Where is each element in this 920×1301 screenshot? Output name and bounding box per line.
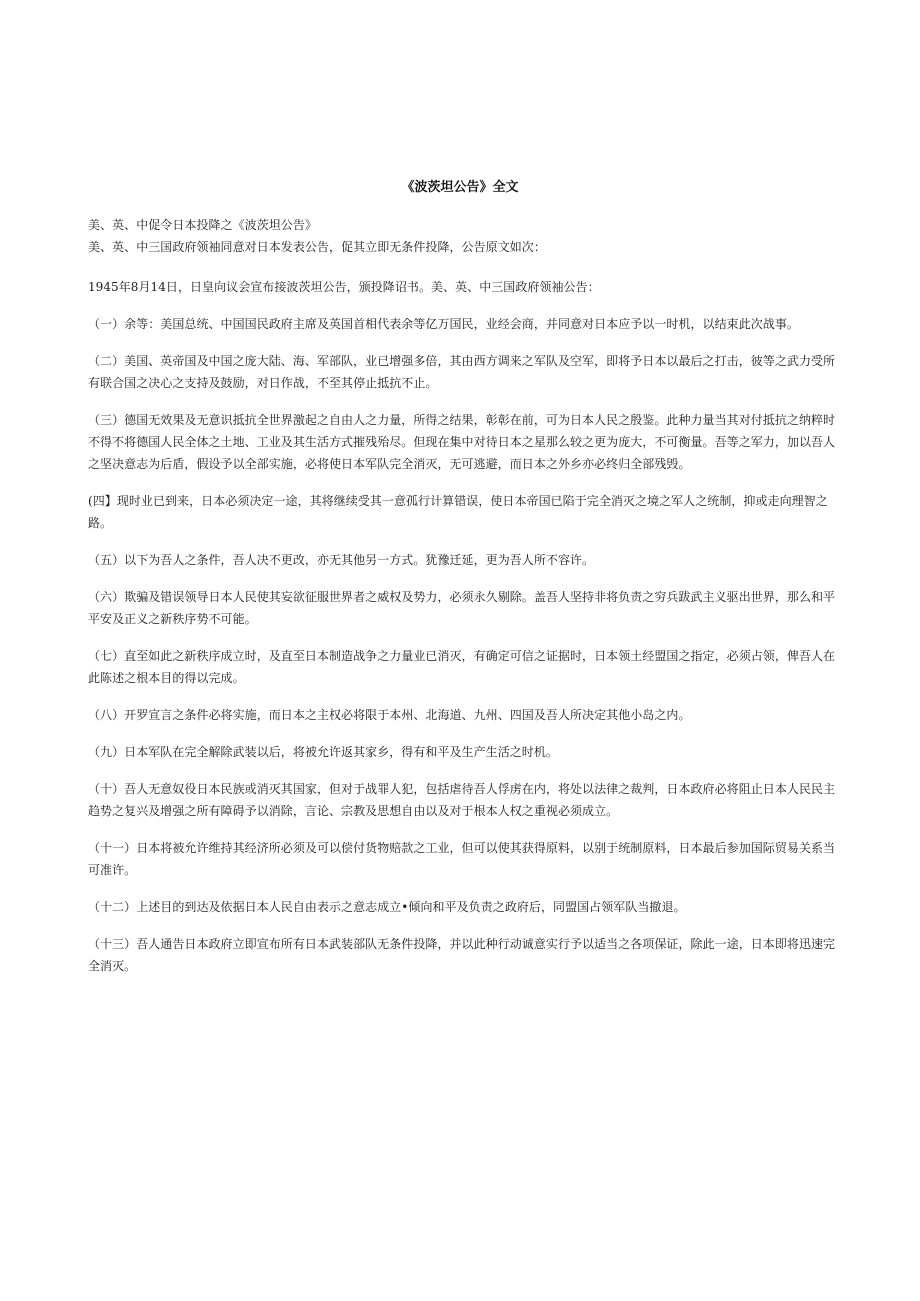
date-line: 1945年8月14日，日皇向议会宣布接波茨坦公告，颁投降诏书。美、英、中三国政府领袖公告： xyxy=(88,280,600,294)
clause-13: （十三）吾人通告日本政府立即宣布所有日本武装部队无条件投降，并以此种行动诚意实行予以适当之各项保证，除此一途，日本即将迅速完全消灭。 xyxy=(88,937,836,973)
intro-line-1: 美、英、中促令日本投降之《波茨坦公告》 xyxy=(88,218,317,232)
clause-6: （六）欺骗及错误领导日本人民使其妄欲征服世界者之威权及势力，必须永久剔除。盖吾人坚持非将负责之穷兵跋武主义驱出世界，那么和平平安及正义之新秩序势不可能。 xyxy=(88,590,836,626)
clause-5: （五）以下为吾人之条件，吾人决不更改，亦无其他另一方式。犹豫迁延，更为吾人所不容许。 xyxy=(88,553,595,567)
clause-9: （九）日本军队在完全解除武装以后，将被允许返其家乡，得有和平及生产生活之时机。 xyxy=(88,745,558,759)
clause-12: （十二）上述目的到达及依据日本人民自由表示之意志成立•倾向和平及负责之政府后，同盟国占领军队当撤退。 xyxy=(88,900,686,914)
clause-8: （八）开罗宣言之条件必将实施，而日本之主权必将限于本州、北海道、九州、四国及吾人所决定其他小岛之内。 xyxy=(88,708,691,722)
clause-4: (四】现时业已到来，日本必须决定一途，其将继续受其一意孤行计算错误，使日本帝国已陷于完全消灭之境之军人之统制，抑或走向理智之路。 xyxy=(88,494,828,530)
clause-2: （二）美国、英帝国及中国之庞大陆、海、军部队，业已增强多倍，其由西方调来之军队及空军，即将予日本以最后之打击，彼等之武力受所有联合国之决心之支持及鼓励，对日作战，不至其停止抵抗不止。 xyxy=(88,354,836,390)
clause-1: （一）余等：美国总统、中国国民政府主席及英国首相代表余等亿万国民，业经会商，并同意对日本应予以一时机，以结束此次战事。 xyxy=(88,317,799,331)
spacer xyxy=(88,258,842,276)
clause-11: （十一）日本将被允许维持其经济所必须及可以偿付货物赔款之工业，但可以使其获得原料，以别于统制原料，日本最后参加国际贸易关系当可准许。 xyxy=(88,841,836,877)
document-title: 《波茨坦公告》全文 xyxy=(401,180,519,195)
document-body xyxy=(88,214,842,992)
intro-line-2: 美、英、中三国政府领袖同意对日本发表公告，促其立即无条件投降，公告原文如次： xyxy=(88,240,546,254)
clause-7: （七）直至如此之新秩序成立时，及直至日本制造战争之力量业已消灭，有确定可信之证据时，日本领土经盟国之指定，必须占领，俾吾人在此陈述之根本目的得以完成。 xyxy=(88,649,836,685)
clause-10: （十）吾人无意奴役日本民族或消灭其国家，但对于战罪人犯，包括虐待吾人俘虏在内，将处以法律之裁判，日本政府必将阻止日本人民民主趋势之复兴及增强之所有障碍予以消除，言论、宗教及思想自由以及对于根本人权之重视必须成立。 xyxy=(88,782,836,818)
clause-3: （三）德国无效果及无意识抵抗全世界激起之自由人之力量，所得之结果，彰彰在前，可为日本人民之殷鉴。此种力量当其对付抵抗之纳粹时不得不将德国人民全体之土地、工业及其生活方式摧残殆尽。但现在集中对待日本之星那么较之更为庞大，不可衡量。吾等之军力，加以吾人之坚决意志为后盾，假设予以全部实施，必将使日本军队完全消灭，无可逃避，而日本之外乡亦必终归全部残毁。 xyxy=(88,413,836,471)
